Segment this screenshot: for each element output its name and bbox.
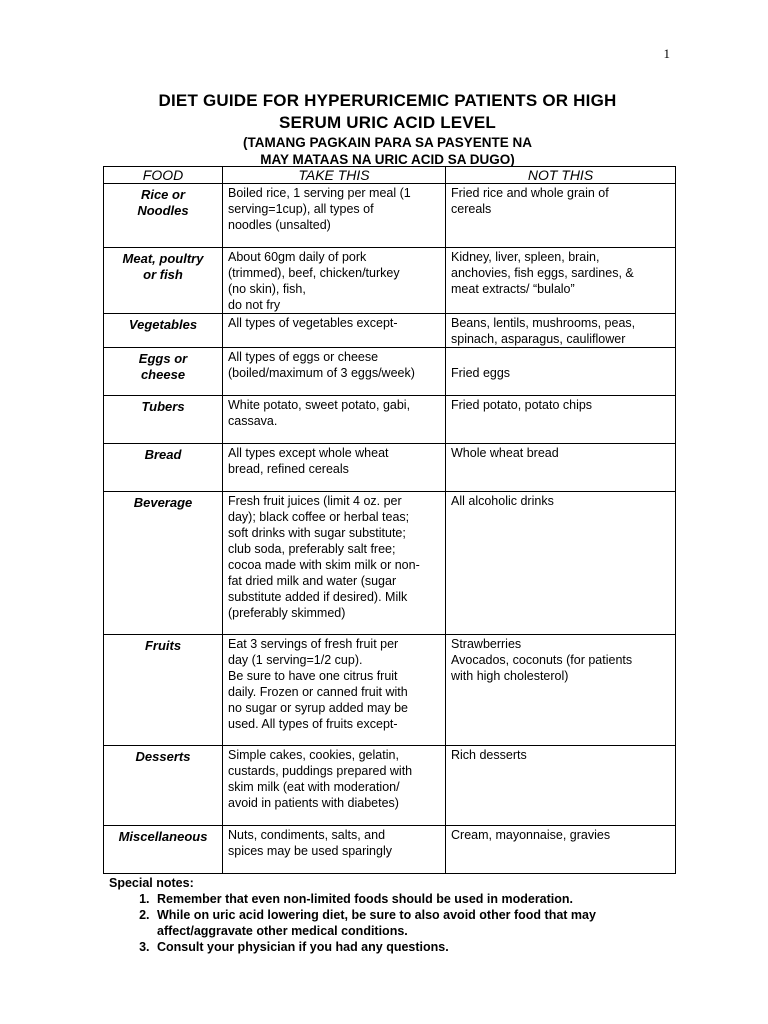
cell-text-line: Rice or bbox=[140, 187, 186, 202]
take-this-cell bbox=[223, 248, 446, 314]
not-this-cell bbox=[446, 492, 676, 635]
take-this-cell bbox=[223, 396, 446, 444]
not-this-cell bbox=[446, 746, 676, 826]
cell-text-line: Boiled rice, 1 serving per meal (1 bbox=[228, 186, 411, 200]
table-row bbox=[104, 746, 676, 826]
cell-text-line: day); black coffee or herbal teas; bbox=[228, 510, 410, 524]
cell-text-line: All types of eggs or cheese bbox=[228, 350, 379, 364]
cell-text-line: cereals bbox=[451, 202, 492, 216]
not-this-cell bbox=[446, 248, 676, 314]
food-cell bbox=[104, 248, 223, 314]
cell-text-line: Fresh fruit juices (limit 4 oz. per bbox=[228, 494, 402, 508]
table-row bbox=[104, 348, 676, 396]
cell-text-line: Rich desserts bbox=[451, 748, 527, 762]
title-block bbox=[100, 90, 675, 168]
take-this-cell bbox=[223, 635, 446, 746]
food-cell bbox=[104, 492, 223, 635]
not-this-cell bbox=[446, 184, 676, 248]
cell-text-line: do not fry bbox=[228, 298, 281, 312]
table-row bbox=[104, 826, 676, 874]
food-cell bbox=[104, 396, 223, 444]
cell-text-line: cassava. bbox=[228, 414, 278, 428]
note-item: 3. Consult your physician if you had any questions. bbox=[153, 939, 679, 955]
special-notes bbox=[109, 875, 679, 955]
cell-text-line: skim milk (eat with moderation/ bbox=[228, 780, 400, 794]
cell-text-line: Avocados, coconuts (for patients bbox=[451, 653, 633, 667]
cell-text-line: Cream, mayonnaise, gravies bbox=[451, 828, 611, 842]
cell-text-line: noodles (unsalted) bbox=[228, 218, 331, 232]
cell-text-line: (trimmed), beef, chicken/turkey bbox=[228, 266, 400, 280]
take-this-cell bbox=[223, 492, 446, 635]
cell-text-line: avoid in patients with diabetes) bbox=[228, 796, 399, 810]
cell-text-line: club soda, preferably salt free; bbox=[228, 542, 396, 556]
table-row bbox=[104, 314, 676, 348]
cell-text-line: Miscellaneous bbox=[118, 829, 208, 844]
document-title-line-1: DIET GUIDE FOR HYPERURICEMIC PATIENTS OR HIGH bbox=[158, 91, 617, 110]
cell-text-line: All types of vegetables except- bbox=[228, 316, 398, 330]
cell-text-line: Strawberries bbox=[451, 637, 522, 651]
table-row bbox=[104, 635, 676, 746]
take-this-cell bbox=[223, 184, 446, 248]
header-food: FOOD bbox=[104, 167, 223, 184]
table-row bbox=[104, 184, 676, 248]
cell-text-line: Noodles bbox=[137, 203, 189, 218]
cell-text-line: custards, puddings prepared with bbox=[228, 764, 413, 778]
cell-text-line: About 60gm daily of pork bbox=[228, 250, 367, 264]
cell-text-line: Fried rice and whole grain of bbox=[451, 186, 609, 200]
cell-text-line: daily. Frozen or canned fruit with bbox=[228, 685, 408, 699]
food-cell bbox=[104, 348, 223, 396]
cell-text-line: (preferably skimmed) bbox=[228, 606, 346, 620]
cell-text-line: spices may be used sparingly bbox=[228, 844, 392, 858]
cell-text-line: Meat, poultry bbox=[122, 251, 204, 266]
take-this-cell bbox=[223, 826, 446, 874]
document-subtitle-line-2: MAY MATAAS NA URIC ACID SA DUGO) bbox=[260, 152, 515, 167]
food-cell bbox=[104, 444, 223, 492]
cell-text-line: Eggs or bbox=[138, 351, 188, 366]
cell-text-line: Eat 3 servings of fresh fruit per bbox=[228, 637, 399, 651]
cell-text-line: Vegetables bbox=[128, 317, 198, 332]
cell-text-line: Fried potato, potato chips bbox=[451, 398, 593, 412]
take-this-cell bbox=[223, 444, 446, 492]
cell-text-line: Beverage bbox=[133, 495, 193, 510]
cell-text-line: White potato, sweet potato, gabi, bbox=[228, 398, 411, 412]
food-cell bbox=[104, 635, 223, 746]
cell-text-line: Fried eggs bbox=[451, 366, 511, 380]
table-row bbox=[104, 396, 676, 444]
take-this-cell bbox=[223, 348, 446, 396]
cell-text-line: anchovies, fish eggs, sardines, & bbox=[451, 266, 634, 280]
not-this-cell bbox=[446, 396, 676, 444]
not-this-cell bbox=[446, 314, 676, 348]
cell-text-line: Whole wheat bread bbox=[451, 446, 559, 460]
cell-text-line: cocoa made with skim milk or non- bbox=[228, 558, 420, 572]
cell-text-line: All types except whole wheat bbox=[228, 446, 389, 460]
header-take-this: TAKE THIS bbox=[223, 167, 446, 184]
cell-text-line: Simple cakes, cookies, gelatin, bbox=[228, 748, 399, 762]
food-cell bbox=[104, 826, 223, 874]
cell-text-line: Desserts bbox=[135, 749, 191, 764]
not-this-cell bbox=[446, 826, 676, 874]
cell-text-line: Tubers bbox=[141, 399, 185, 414]
table-body bbox=[104, 184, 676, 874]
not-this-cell bbox=[446, 348, 676, 396]
page-number: 1 bbox=[663, 46, 670, 61]
cell-text-line: serving=1cup), all types of bbox=[228, 202, 374, 216]
document-title-line-2: SERUM URIC ACID LEVEL bbox=[278, 113, 497, 132]
table-header-row bbox=[104, 167, 676, 184]
cell-text-line: substitute added if desired). Milk bbox=[228, 590, 408, 604]
cell-text-line: Fruits bbox=[144, 638, 182, 653]
cell-text-line: no sugar or syrup added may be bbox=[228, 701, 408, 715]
header-not-this: NOT THIS bbox=[446, 167, 676, 184]
note-item: 2. While on uric acid lowering diet, be sure to also avoid other food that may affect/aggravate other medical conditions. bbox=[153, 907, 679, 939]
cell-text-line: (boiled/maximum of 3 eggs/week) bbox=[228, 366, 415, 380]
food-cell bbox=[104, 746, 223, 826]
food-cell bbox=[104, 184, 223, 248]
table-row bbox=[104, 444, 676, 492]
cell-text-line: (no skin), fish, bbox=[228, 282, 306, 296]
note-item: 1. Remember that even non-limited foods should be used in moderation. bbox=[153, 891, 679, 907]
cell-text-line: Kidney, liver, spleen, brain, bbox=[451, 250, 600, 264]
table-row bbox=[104, 492, 676, 635]
cell-text-line: with high cholesterol) bbox=[451, 669, 569, 683]
cell-text-line: or fish bbox=[143, 267, 183, 282]
cell-text-line: Bread bbox=[144, 447, 182, 462]
cell-text-line: fat dried milk and water (sugar bbox=[228, 574, 397, 588]
cell-text-line: Be sure to have one citrus fruit bbox=[228, 669, 398, 683]
document-subtitle-line-1: (TAMANG PAGKAIN PARA SA PASYENTE NA bbox=[242, 135, 532, 150]
cell-text-line: cheese bbox=[140, 367, 186, 382]
cell-text-line: meat extracts/ “bulalo” bbox=[451, 282, 575, 296]
cell-text-line: spinach, asparagus, cauliflower bbox=[451, 332, 626, 346]
cell-text-line: bread, refined cereals bbox=[228, 462, 349, 476]
not-this-cell bbox=[446, 635, 676, 746]
take-this-cell bbox=[223, 314, 446, 348]
cell-text-line: Nuts, condiments, salts, and bbox=[228, 828, 386, 842]
cell-text-line bbox=[451, 349, 670, 365]
cell-text-line: day (1 serving=1/2 cup). bbox=[228, 653, 363, 667]
food-cell bbox=[104, 314, 223, 348]
cell-text-line: All alcoholic drinks bbox=[451, 494, 554, 508]
not-this-cell bbox=[446, 444, 676, 492]
cell-text-line: Beans, lentils, mushrooms, peas, bbox=[451, 316, 636, 330]
take-this-cell bbox=[223, 746, 446, 826]
diet-guide-table bbox=[103, 166, 676, 874]
table-row bbox=[104, 248, 676, 314]
cell-text-line: used. All types of fruits except- bbox=[228, 717, 398, 731]
special-notes-heading: Special notes: bbox=[109, 876, 194, 890]
cell-text-line: soft drinks with sugar substitute; bbox=[228, 526, 406, 540]
special-notes-list bbox=[109, 891, 679, 955]
